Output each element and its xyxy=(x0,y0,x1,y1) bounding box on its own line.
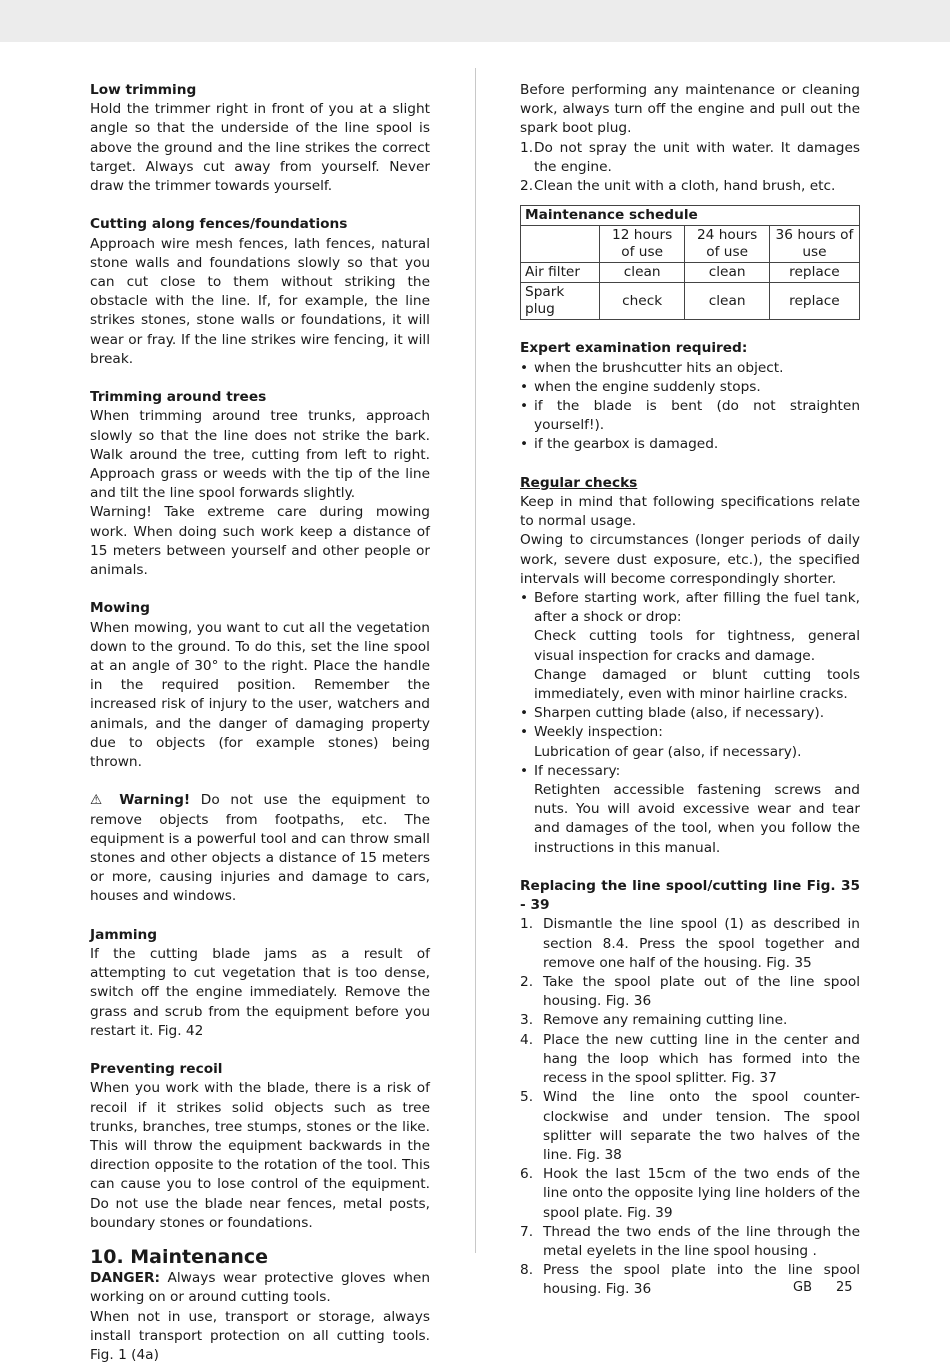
heading-replacing-spool: Replacing the line spool/cutting line Fig. 35 - 39 xyxy=(520,877,860,915)
list-item: • Sharpen cutting blade (also, if necessary). xyxy=(520,704,860,723)
step-number: 2. xyxy=(520,973,533,992)
warning-triangle-icon: ⚠ xyxy=(90,792,109,808)
step-number: 8. xyxy=(520,1261,533,1280)
table-cell: clean xyxy=(685,263,770,283)
list-item xyxy=(520,177,860,196)
table-row xyxy=(521,206,860,226)
step-number: 3. xyxy=(520,1011,533,1030)
heading-mowing: Mowing xyxy=(90,599,430,618)
table-cell: replace xyxy=(769,263,859,283)
step-number: 6. xyxy=(520,1165,533,1184)
list-item xyxy=(520,915,860,973)
expert-list xyxy=(520,359,860,455)
step-number: 7. xyxy=(520,1223,533,1242)
list-item xyxy=(520,1011,860,1030)
heading-recoil: Preventing recoil xyxy=(90,1060,430,1079)
text-jamming: If the cutting blade jams as a result of attempting to cut vegetation that is too dense, switch off the engine immediately. Remove the grass and scrub from the equipment before you restart it. Fig. 42 xyxy=(90,945,430,1041)
step-text: Wind the line onto the spool counter-clockwise and under tension. The spool splitter will separate the two halves of the line. Fig. 38 xyxy=(543,1089,860,1163)
step-text: Clean the unit with a cloth, hand brush, etc. xyxy=(534,178,835,194)
page-number: 25 xyxy=(836,1280,853,1295)
left-column xyxy=(90,81,430,1365)
table-cell: check xyxy=(600,283,685,320)
text-regular-1: Keep in mind that following specifications relate to normal usage. xyxy=(520,493,860,531)
text-trees-warning: Warning! Take extreme care during mowing work. When doing such work keep a distance of 15 meters between yourself and other people or animals. xyxy=(90,503,430,580)
section-jamming xyxy=(90,926,430,1041)
list-item xyxy=(520,973,860,1011)
section-regular-checks xyxy=(520,474,860,858)
list-item xyxy=(520,589,860,704)
column-header: 12 hours of use xyxy=(600,226,685,263)
bullet-sub: Retighten accessible fastening screws and nuts. You will avoid excessive wear and tear and damages of the tool, when you follow the instructions in this manual. xyxy=(534,781,860,858)
right-column xyxy=(520,81,860,1300)
section-low-trimming xyxy=(90,81,430,196)
step-text: Hook the last 15cm of the two ends of the line onto the opposite lying line holders of the spool plate. Fig. 39 xyxy=(543,1166,860,1220)
step-text: Place the new cutting line in the center and hang the loop which has formed into the recess in the spool splitter. Fig. 37 xyxy=(543,1032,860,1086)
footer-language: GB xyxy=(793,1280,812,1295)
step-number: 5. xyxy=(520,1088,533,1107)
maintenance-schedule-table xyxy=(520,205,860,320)
row-label: Spark plug xyxy=(521,283,600,320)
regular-checks-list xyxy=(520,589,860,858)
intro-steps xyxy=(520,139,860,197)
text-intro: Before performing any maintenance or cleaning work, always turn off the engine and pull out the spark boot plug. xyxy=(520,81,860,139)
heading-maintenance: 10. Maintenance xyxy=(90,1245,430,1269)
text-regular-2: Owing to circumstances (longer periods of daily work, severe dust exposure, etc.), the specified intervals will become correspondingly shorter. xyxy=(520,531,860,589)
column-header: 24 hours of use xyxy=(685,226,770,263)
heading-expert: Expert examination required: xyxy=(520,339,860,358)
table-cell: clean xyxy=(685,283,770,320)
heading-trees: Trimming around trees xyxy=(90,388,430,407)
text-recoil: When you work with the blade, there is a risk of recoil if it strikes solid objects such as tree trunks, branches, tree stumps, stones or the like. This will throw the equipment backwards in the direction opposite to the rotation of the tool. This can cause you to lose control of the equipment. Do not use the blade near fences, metal posts, boundary stones or foundations. xyxy=(90,1079,430,1233)
list-item xyxy=(520,139,860,177)
step-text: Remove any remaining cutting line. xyxy=(543,1012,787,1028)
section-maintenance xyxy=(90,1245,430,1365)
section-replacing-spool xyxy=(520,877,860,1299)
table-cell-empty xyxy=(521,226,600,263)
text-low-trimming: Hold the trimmer right in front of you at a slight angle so that the underside of the line spool is above the ground and the line strikes the correct target. Always cut away from yourself. Never draw the trimmer towards yourself. xyxy=(90,100,430,196)
heading-low-trimming: Low trimming xyxy=(90,81,430,100)
section-recoil xyxy=(90,1060,430,1233)
step-number: 1. xyxy=(520,139,533,158)
danger-body: Always wear protective gloves when working on or around cutting tools. xyxy=(90,1270,430,1305)
text-trees: When trimming around tree trunks, approach slowly so that the line does not strike the bark. Walk around the tree, cutting from left to right. Approach grass or weeds with the tip of the line and tilt the line spool forwards slightly. xyxy=(90,407,430,503)
text-warning xyxy=(90,791,430,906)
table-title: Maintenance schedule xyxy=(521,206,860,226)
step-text: Press the spool plate into the line spool housing. Fig. 36 xyxy=(543,1262,860,1297)
table-cell: clean xyxy=(600,263,685,283)
text-fences: Approach wire mesh fences, lath fences, natural stone walls and foundations slowly so that you can cut close to them without striking the obstacle with the line. If, for example, the line strikes stones, stone walls or foundations, it will wear or fray. If the line strikes wire fencing, it will break. xyxy=(90,235,430,369)
list-item xyxy=(520,1223,860,1261)
section-trees xyxy=(90,388,430,580)
row-label: Air filter xyxy=(521,263,600,283)
text-mowing: When mowing, you want to cut all the vegetation down to the ground. To do this, set the line spool at an angle of 30° to the right. Place the handle in the required position. Remember the increased risk of injury to the user, watchers and animals, and the danger of damaging property due to objects (for example stones) being thrown. xyxy=(90,619,430,773)
section-fences xyxy=(90,215,430,369)
table-row xyxy=(521,263,860,283)
heading-fences: Cutting along fences/foundations xyxy=(90,215,430,234)
text-transport: When not in use, transport or storage, always install transport protection on all cutting tools. Fig. 1 (4a) xyxy=(90,1308,430,1365)
step-text: Thread the two ends of the line through the metal eyelets in the line spool housing . xyxy=(543,1224,860,1259)
list-item xyxy=(520,723,860,761)
list-item xyxy=(520,1088,860,1165)
list-item: • if the gearbox is damaged. xyxy=(520,435,860,454)
step-number: 2. xyxy=(520,177,533,196)
bullet-sub: Check cutting tools for tightness, general visual inspection for cracks and damage. xyxy=(534,627,860,665)
danger-label: DANGER: xyxy=(90,1270,160,1286)
bullet-lead: • Before starting work, after filling the fuel tank, after a shock or drop: xyxy=(534,589,860,627)
warning-body: Do not use the equipment to remove objects from footpaths, etc. The equipment is a powerful tool and can throw small stones and other objects a distance of 15 meters or more, causing injuries and damage to cars, houses and windows. xyxy=(90,792,430,904)
list-item: • when the engine suddenly stops. xyxy=(520,378,860,397)
list-item xyxy=(520,1031,860,1089)
list-item: • when the brushcutter hits an object. xyxy=(520,359,860,378)
step-text: Take the spool plate out of the line spool housing. Fig. 36 xyxy=(543,974,860,1009)
text-danger xyxy=(90,1269,430,1307)
warning-label: Warning! xyxy=(119,792,190,808)
step-text: Do not spray the unit with water. It damages the engine. xyxy=(534,140,860,175)
step-text: Dismantle the line spool (1) as described in section 8.4. Press the spool together and remove one half of the housing. Fig. 35 xyxy=(543,916,860,970)
list-item: • if the blade is bent (do not straighten yourself!). xyxy=(520,397,860,435)
section-expert xyxy=(520,339,860,454)
table-row xyxy=(521,226,860,263)
bullet-lead: • Weekly inspection: xyxy=(534,723,860,742)
bullet-lead: • If necessary: xyxy=(534,762,860,781)
step-number: 1. xyxy=(520,915,533,934)
heading-jamming: Jamming xyxy=(90,926,430,945)
step-number: 4. xyxy=(520,1031,533,1050)
list-item xyxy=(520,1165,860,1223)
table-row xyxy=(521,283,860,320)
column-header: 36 hours of use xyxy=(769,226,859,263)
table-cell: replace xyxy=(769,283,859,320)
heading-regular-checks: Regular checks xyxy=(520,474,860,493)
replacing-steps xyxy=(520,915,860,1299)
list-item xyxy=(520,762,860,858)
column-divider xyxy=(475,68,476,1253)
section-mowing xyxy=(90,599,430,772)
bullet-sub: Lubrication of gear (also, if necessary). xyxy=(534,743,860,762)
bullet-sub: Change damaged or blunt cutting tools immediately, even with minor hairline cracks. xyxy=(534,666,860,704)
section-intro xyxy=(520,81,860,196)
section-warning xyxy=(90,791,430,906)
page-top-band xyxy=(0,0,950,42)
